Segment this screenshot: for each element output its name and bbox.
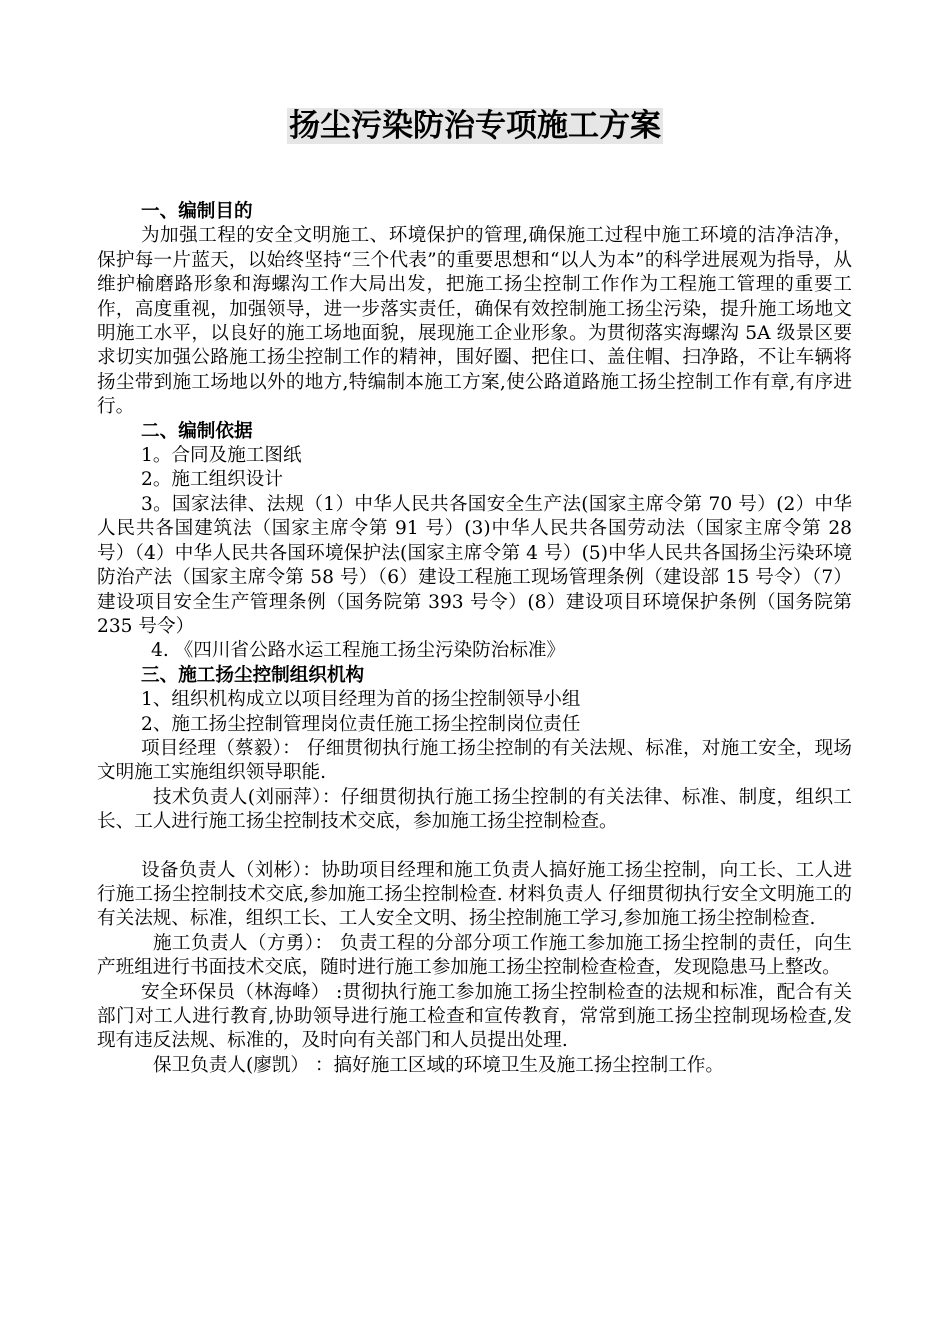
basis-item-4: 4. 《四川省公路水运工程施工扬尘污染防治标准》 (151, 640, 566, 662)
org-item-2: 2、施工扬尘控制管理岗位责任施工扬尘控制岗位责任 (141, 713, 581, 735)
section-heading-1: 一、编制目的 (141, 201, 253, 222)
section-1-paragraph: 为加强工程的安全文明施工、环境保护的管理,确保施工过程中施工环境的洁净洁净，保护每一片蓝天，以始终坚持“三个代表”的重要思想和“以人为本”的科学进展观为指导，从维护榆磨路形象和海螺沟工作大局出发，把施工扬尘控制工作作为工程施工管理的重要工作，高度重视，加强领导，进一步落实责任，确保有效控制施工扬尘污染，提升施工场地文明施工水平，以良好的施工场地面貌，展现施工企业形象。为贯彻落实海螺沟 5A 级景区要求切实加强公路施工扬尘控制工作的精神，围好圈、把住口、盖住帽、扫净路，不让车辆将扬尘带到施工场地以外的地方,特编制本施工方案,使公路道路施工扬尘控制工作有章,有序进行。 (97, 225, 852, 418)
title-text: 扬尘污染防治专项施工方案 (289, 108, 661, 144)
role-safety-officer: 安全环保员（林海峰） :贯彻执行施工参加施工扬尘控制检查的法规和标准，配合有关部门对工人进行教育,协助领导进行施工检查和宣传教育，常常到施工扬尘控制现场检查,发现有违反法规、标准的，及时向有关部门和人员提出处理. (97, 981, 852, 1052)
org-item-1: 1、组织机构成立以项目经理为首的扬尘控制领导小组 (141, 689, 581, 711)
basis-item-2: 2。施工组织设计 (141, 469, 283, 491)
role-technical-lead: 技术负责人(刘丽萍）：仔细贯彻执行施工扬尘控制的有关法律、标准、制度，组织工长、工人进行施工扬尘控制技术交底，参加施工扬尘控制检查。 (97, 786, 852, 833)
basis-item-3: 3。国家法律、法规（1）中华人民共各国安全生产法(国家主席令第 70 号）(2）中华人民共各国建筑法（国家主席令第 91 号）(3)中华人民共各国劳动法（国家主席令第 28 号）（4）中华人民共各国环境保护法(国家主席令第 4 号）(5)中华人民共各国扬尘污染环境防治产法（国家主席令第 58 号）（6）建设工程施工现场管理条例（建设部 15 号令）（7）建设项目安全生产管理条例（国务院第 393 号令）(8）建设项目环境保护条例（国务院第 235 号令） (97, 493, 852, 637)
section-heading-2: 二、编制依据 (141, 420, 253, 442)
section-heading-3: 三、施工扬尘控制组织机构 (141, 664, 365, 686)
document-body (97, 200, 852, 1078)
page-title (0, 104, 950, 148)
blank-line (97, 835, 852, 859)
role-construction-lead: 施工负责人（方勇）： 负责工程的分部分项工作施工参加施工扬尘控制的责任，向生产班组进行书面技术交底，随时进行施工参加施工扬尘控制检查检查，发现隐患马上整改。 (97, 932, 852, 979)
basis-item-1: 1。合同及施工图纸 (141, 445, 302, 467)
role-project-manager: 项目经理（蔡毅）： 仔细贯彻执行施工扬尘控制的有关法规、标准，对施工安全，现场文明施工实施组织领导职能. (97, 737, 852, 784)
role-security-lead: 保卫负责人(廖凯） ：搞好施工区域的环境卫生及施工扬尘控制工作。 (153, 1054, 724, 1076)
role-equipment-lead: 设备负责人（刘彬）：协助项目经理和施工负责人搞好施工扬尘控制，向工长、工人进行施工扬尘控制技术交底,参加施工扬尘控制检查. 材料负责人 仔细贯彻执行安全文明施工的有关法规、标准，组织工长、工人安全文明、扬尘控制施工学习,参加施工扬尘控制检查. (97, 859, 852, 930)
